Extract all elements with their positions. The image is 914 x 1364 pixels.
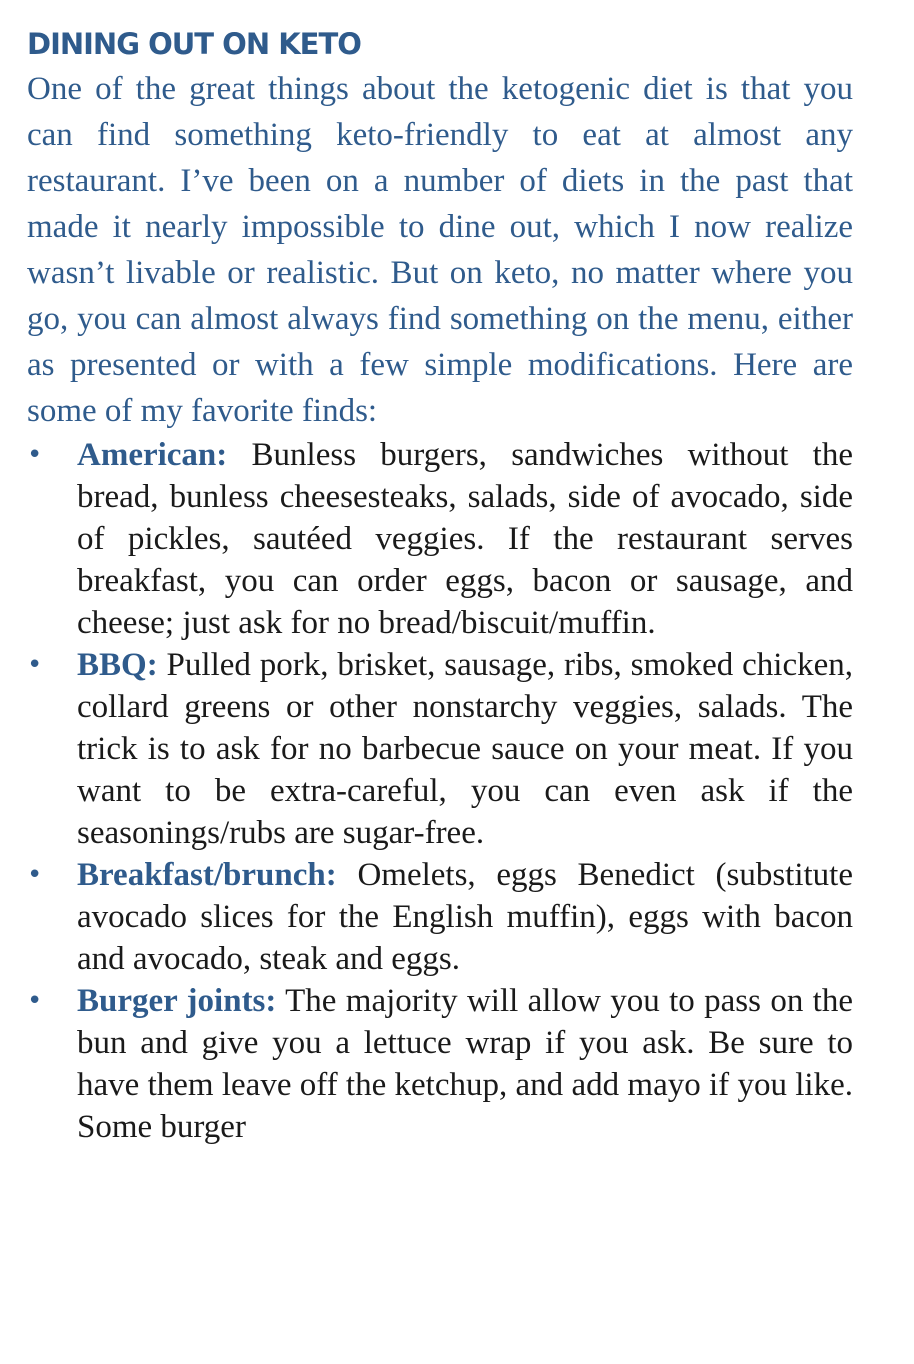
bullet-icon: • [27, 650, 43, 680]
section-heading: DINING OUT ON KETO [27, 27, 361, 61]
bullet-icon: • [27, 860, 43, 890]
list-item [27, 854, 853, 980]
list-item-term: BBQ: [77, 647, 158, 683]
list-item-term: Burger joints: [77, 983, 277, 1019]
list-item-text: Bunless burgers, sandwiches without the bread, bunless cheesesteaks, salads, side of avocado, side of pickles, sautéed veggies. If the restaurant serves breakfast, you can order eggs, bacon or sausage, and cheese; just ask for no bread/biscuit/muffin. [77, 437, 853, 641]
list-item-text: Omelets, eggs Benedict (substitute avocado slices for the English muffin), eggs with bacon and avocado, steak and eggs. [77, 857, 853, 977]
list-item [27, 434, 853, 644]
list-item-term: American: [77, 437, 228, 473]
bullet-icon: • [27, 986, 43, 1016]
list-item-term: Breakfast/brunch: [77, 857, 337, 893]
restaurant-list [27, 434, 853, 1148]
list-item [27, 980, 853, 1148]
list-item-text: The majority will allow you to pass on the bun and give you a lettuce wrap if you ask. Be sure to have them leave off the ketchup, and add mayo if you like. Some burger [77, 983, 853, 1145]
bullet-icon: • [27, 440, 43, 470]
list-item-text: Pulled pork, brisket, sausage, ribs, smoked chicken, collard greens or other nonstarchy veggies, salads. The trick is to ask for no barbecue sauce on your meat. If you want to be extra-careful, you can even ask if the seasonings/rubs are sugar-free. [77, 647, 853, 851]
list-item [27, 644, 853, 854]
intro-paragraph: One of the great things about the ketogenic diet is that you can find something keto-friendly to eat at almost any restaurant. I’ve been on a number of diets in the past that made it nearly impossible to dine out, which I now realize wasn’t livable or realistic. But on keto, no matter where you go, you can almost always find something on the menu, either as presented or with a few simple modifications. Here are some of my favorite finds: [27, 71, 853, 429]
book-page [27, 22, 853, 1148]
